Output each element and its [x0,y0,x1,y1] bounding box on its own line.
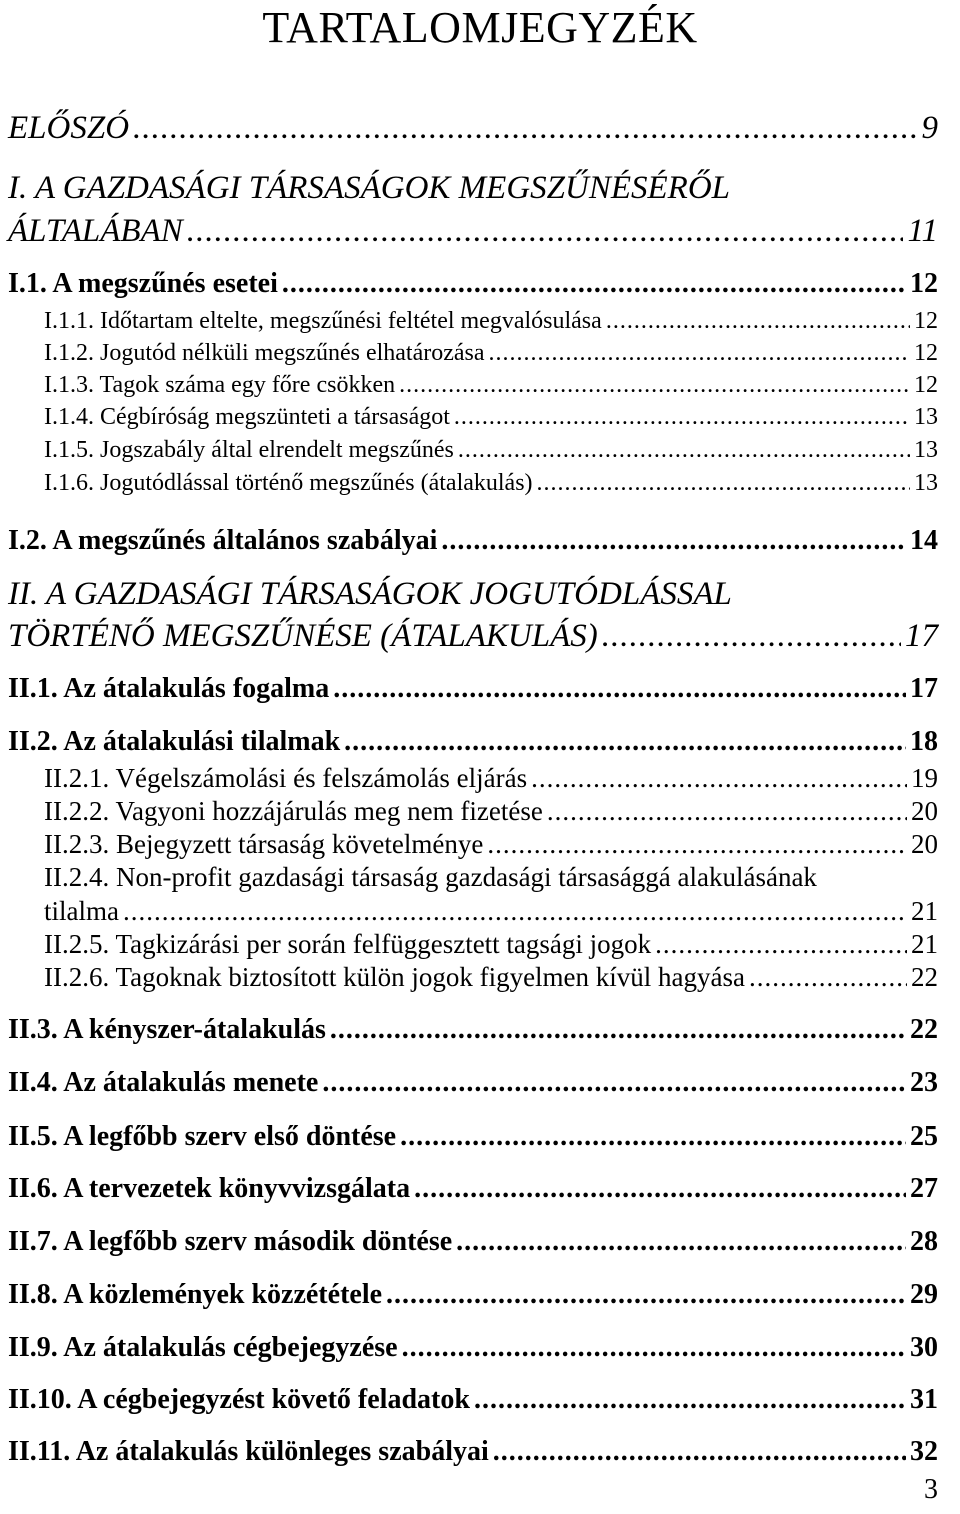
toc-entry-label: I.2. A megszűnés általános szabályai [8,525,438,556]
leader-dots [441,525,906,557]
leader-dots [344,726,906,758]
leader-dots [123,896,907,927]
toc-entry-label: ÁLTALÁBAN [8,213,183,249]
toc-page-number: 18 [910,726,938,757]
toc-entry-2-2-6[interactable] [44,962,938,993]
toc-entry-label: II.2.1. Végelszámolási és felszámolás eljárás [44,763,528,793]
toc-entry-label: TÖRTÉNŐ MEGSZŰNÉSE (ÁTALAKULÁS) [8,618,598,654]
toc-entry-2-5[interactable] [8,1121,938,1153]
leader-dots [537,470,910,497]
toc-entry-label: II.2.5. Tagkizárási per során felfüggesztett tagsági jogok [44,929,652,959]
toc-entry-2-2-4[interactable] [44,896,938,927]
leader-dots [489,340,910,367]
leader-dots [547,796,907,827]
toc-page-number: 13 [914,470,938,496]
page-title: TARTALOMJEGYZÉK [262,3,698,52]
toc-entry-2-8[interactable] [8,1279,938,1311]
toc-page-number: 12 [914,308,938,334]
toc-entry-eloszo[interactable] [8,110,938,147]
toc-page-number: 14 [910,525,938,556]
leader-dots [399,372,910,399]
toc-entry-label: II.2.2. Vagyoni hozzájárulás meg nem fizetése [44,796,543,826]
toc-page-number: 22 [910,1014,938,1045]
toc-page-number: 25 [910,1121,938,1152]
toc-entry-label: II.11. Az átalakulás különleges szabályai [8,1436,489,1467]
toc-page-number: 20 [911,829,938,859]
toc-entry-label: I.1.1. Időtartam eltelte, megszűnési feltétel megvalósulása [44,308,602,334]
toc-entry-2-2-1[interactable] [44,763,938,794]
leader-dots [456,1226,906,1258]
toc-entry-2-2-2[interactable] [44,796,938,827]
leader-dots [400,1121,906,1153]
toc-chapter-2-title[interactable]: II. A GAZDASÁGI TÁRSASÁGOK JOGUTÓDLÁSSAL [8,576,732,612]
toc-entry-1-1-1[interactable] [44,308,938,335]
toc-page-number: 12 [914,340,938,366]
toc-entry-label: II.2. Az átalakulási tilalmak [8,726,341,757]
leader-dots [474,1384,906,1416]
toc-entry-label: I.1. A megszűnés esetei [8,268,278,299]
toc-entry-2-3[interactable] [8,1014,938,1046]
toc-page-number: 13 [914,437,938,463]
leader-dots [282,268,906,300]
toc-page-number: 11 [907,213,938,249]
toc-entry-1-1-5[interactable] [44,437,938,464]
toc-page-number: 12 [914,372,938,398]
toc-entry-2-4[interactable] [8,1067,938,1099]
toc-entry-2-2-3[interactable] [44,829,938,860]
leader-dots [493,1436,906,1468]
toc-entry-2-2-4-title[interactable]: II.2.4. Non-profit gazdasági társaság gazdasági társasággá alakulásának [44,862,817,892]
toc-entry-1-1-4[interactable] [44,404,938,431]
toc-entry-label: II.8. A közlemények közzététele [8,1279,383,1310]
leader-dots [531,763,907,794]
toc-entry-2-11[interactable] [8,1436,938,1468]
toc-entry-2-2[interactable] [8,726,938,758]
toc-entry-chapter-2[interactable] [8,618,938,655]
toc-entry-label: II.6. A tervezetek könyvvizsgálata [8,1173,411,1204]
leader-dots [454,404,910,431]
toc-entry-label: I.1.3. Tagok száma egy főre csökken [44,372,396,398]
toc-entry-label: II.2.3. Bejegyzett társaság követelménye [44,829,484,859]
toc-entry-label: ELŐSZÓ [8,110,130,146]
toc-entry-1-1-2[interactable] [44,340,938,367]
leader-dots [458,437,910,464]
leader-dots [606,308,910,335]
toc-page-number: 17 [910,673,938,704]
leader-dots [487,829,907,860]
toc-entry-label: I.1.2. Jogutód nélküli megszűnés elhatározása [44,340,485,366]
toc-page-number: 9 [921,110,938,146]
toc-page-number: 31 [910,1384,938,1415]
toc-entry-2-6[interactable] [8,1173,938,1205]
leader-dots [133,110,917,147]
toc-page-number: 19 [911,763,938,793]
toc-entry-label: II.1. Az átalakulás fogalma [8,673,330,704]
toc-page-number: 32 [910,1436,938,1467]
toc-entry-label: tilalma [44,896,119,926]
toc-entry-chapter-1[interactable] [8,213,938,250]
toc-entry-2-10[interactable] [8,1384,938,1416]
toc-page-number: 21 [911,929,938,959]
toc-page-number: 17 [905,618,938,654]
toc-entry-1-1-3[interactable] [44,372,938,399]
leader-dots [330,1014,906,1046]
toc-entry-label: II.3. A kényszer-átalakulás [8,1014,326,1045]
leader-dots [386,1279,906,1311]
toc-page-number: 30 [910,1332,938,1363]
toc-chapter-1-title[interactable]: I. A GAZDASÁGI TÁRSASÁGOK MEGSZŰNÉSÉRŐL [8,170,731,206]
toc-entry-label: II.10. A cégbejegyzést követő feladatok [8,1384,470,1415]
toc-page-number: 21 [911,896,938,926]
toc-entry-2-9[interactable] [8,1332,938,1364]
page-number: 3 [924,1474,938,1505]
toc-page-number: 23 [910,1067,938,1098]
toc-entry-label: II.5. A legfőbb szerv első döntése [8,1121,397,1152]
leader-dots [655,929,907,960]
toc-entry-1-2[interactable] [8,525,938,557]
toc-page-number: 28 [910,1226,938,1257]
leader-dots [402,1332,906,1364]
toc-page-number: 27 [910,1173,938,1204]
toc-page-number: 29 [910,1279,938,1310]
toc-entry-2-7[interactable] [8,1226,938,1258]
toc-entry-2-2-5[interactable] [44,929,938,960]
toc-entry-label: I.1.5. Jogszabály által elrendelt megszűnés [44,437,454,463]
leader-dots [414,1173,906,1205]
leader-dots [602,618,901,655]
leader-dots [749,962,907,993]
toc-page-number: 22 [911,962,938,992]
toc-entry-label: II.4. Az átalakulás menete [8,1067,319,1098]
toc-entry-label: II.9. Az átalakulás cégbejegyzése [8,1332,398,1363]
toc-entry-2-1[interactable] [8,673,938,705]
toc-entry-label: II.7. A legfőbb szerv második döntése [8,1226,453,1257]
leader-dots [333,673,906,705]
toc-page-number: 13 [914,404,938,430]
toc-entry-label: II.2.6. Tagoknak biztosított külön jogok figyelmen kívül hagyása [44,962,745,992]
toc-entry-1-1-6[interactable] [44,470,938,497]
leader-dots [187,213,904,250]
toc-entry-1-1[interactable] [8,268,938,300]
toc-page-number: 12 [910,268,938,299]
toc-entry-label: I.1.6. Jogutódlással történő megszűnés (átalakulás) [44,470,533,496]
toc-entry-label: I.1.4. Cégbíróság megszünteti a társaságot [44,404,450,430]
leader-dots [322,1067,906,1099]
toc-page-number: 20 [911,796,938,826]
